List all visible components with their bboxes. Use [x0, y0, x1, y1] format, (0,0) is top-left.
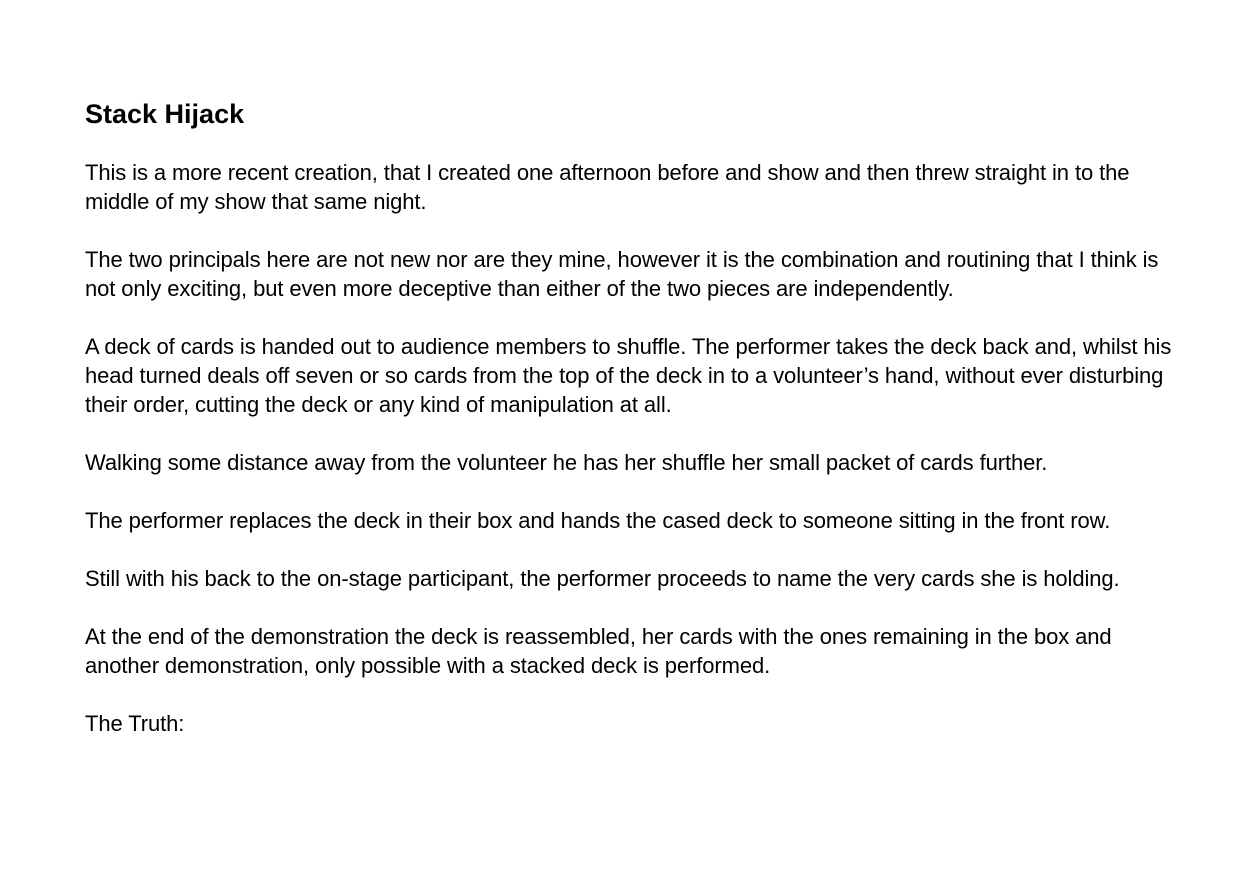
paragraph-deck-handed-out: A deck of cards is handed out to audience members to shuffle. The performer takes the deck back and, whilst his head turned deals off seven or so cards from the top of the deck in to a volunteer’s hand, without ever disturbing their order, cutting the deck or any kind of manipulation at all. — [85, 334, 1172, 417]
paragraph-replaces-deck: The performer replaces the deck in their box and hands the cased deck to someone sitting in the front row. — [85, 508, 1111, 533]
paragraph-reassembled: At the end of the demonstration the deck is reassembled, her cards with the ones remaining in the box and another demonstration, only possible with a stacked deck is performed. — [85, 624, 1112, 678]
document-page — [85, 97, 1185, 767]
document-title: Stack Hijack — [85, 99, 245, 129]
paragraph-names-cards: Still with his back to the on-stage participant, the performer proceeds to name the very cards she is holding. — [85, 566, 1120, 591]
paragraph-walking-away: Walking some distance away from the volunteer he has her shuffle her small packet of cards further. — [85, 450, 1048, 475]
paragraph-principals: The two principals here are not new nor are they mine, however it is the combination and routining that I think is not only exciting, but even more deceptive than either of the two pieces are independently. — [85, 247, 1159, 301]
paragraph-the-truth: The Truth: — [85, 711, 185, 736]
paragraph-intro: This is a more recent creation, that I created one afternoon before and show and then threw straight in to the middle of my show that same night. — [85, 160, 1130, 214]
